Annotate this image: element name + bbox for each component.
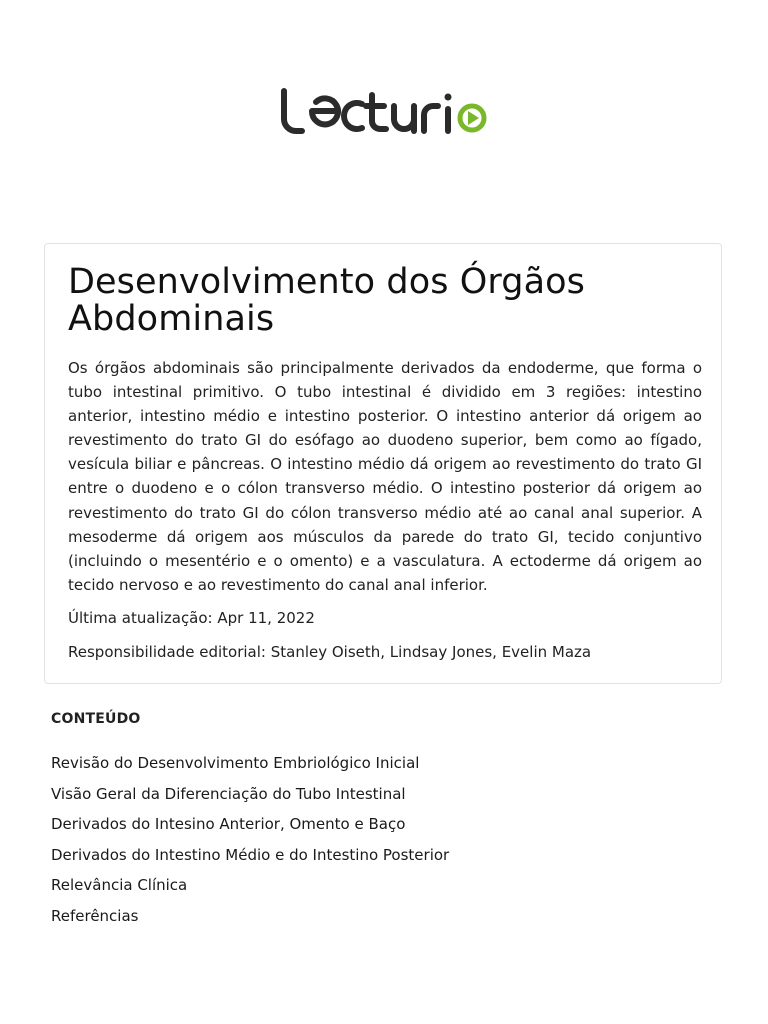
article-title: Desenvolvimento dos Órgãos Abdominais	[68, 262, 586, 339]
toc-item[interactable]: Revisão do Desenvolvimento Embriológico Inicial	[51, 754, 420, 772]
article-summary-card	[44, 243, 722, 684]
table-of-contents	[51, 752, 449, 936]
article-summary: Os órgãos abdominais são principalmente derivados da endoderme, que forma o tubo intestinal primitivo. O tubo intestinal é dividido em 3 regiões: intestino anterior, intestino médio e intestino posterior. O intestino anterior dá origem ao revestimento do trato GI do esófago ao duodeno superior, bem como ao fígado, vesícula biliar e pâncreas. O intestino médio dá origem ao revestimento do trato GI entre o duodeno e o cólon transverso médio. O intestino posterior dá origem ao revestimento do trato GI do cólon transverso médio até ao canal anal superior. A mesoderme dá origem aos músculos da parede do trato GI, tecido conjuntivo (incluindo o mesentério e o omento) e a vasculatura. A ectoderme dá origem ao tecido nervoso e ao revestimento do canal anal inferior.	[68, 359, 702, 594]
toc-item[interactable]: Relevância Clínica	[51, 876, 188, 895]
lecturio-logo-mark	[278, 87, 490, 137]
last-updated: Última atualização: Apr 11, 2022	[68, 609, 315, 627]
toc-item[interactable]: Visão Geral da Diferenciação do Tubo Intestinal	[51, 784, 406, 803]
toc-item[interactable]: Derivados do Intesino Anterior, Omento e Baço	[51, 815, 406, 834]
toc-item[interactable]: Derivados do Intestino Médio e do Intestino Posterior	[51, 845, 450, 864]
toc-item[interactable]: Referências	[51, 906, 139, 925]
lecturio-logo	[0, 84, 768, 140]
editorial-responsibility: Responsibilidade editorial: Stanley Oiseth, Lindsay Jones, Evelin Maza	[68, 643, 592, 661]
contents-heading: CONTEÚDO	[51, 711, 141, 727]
